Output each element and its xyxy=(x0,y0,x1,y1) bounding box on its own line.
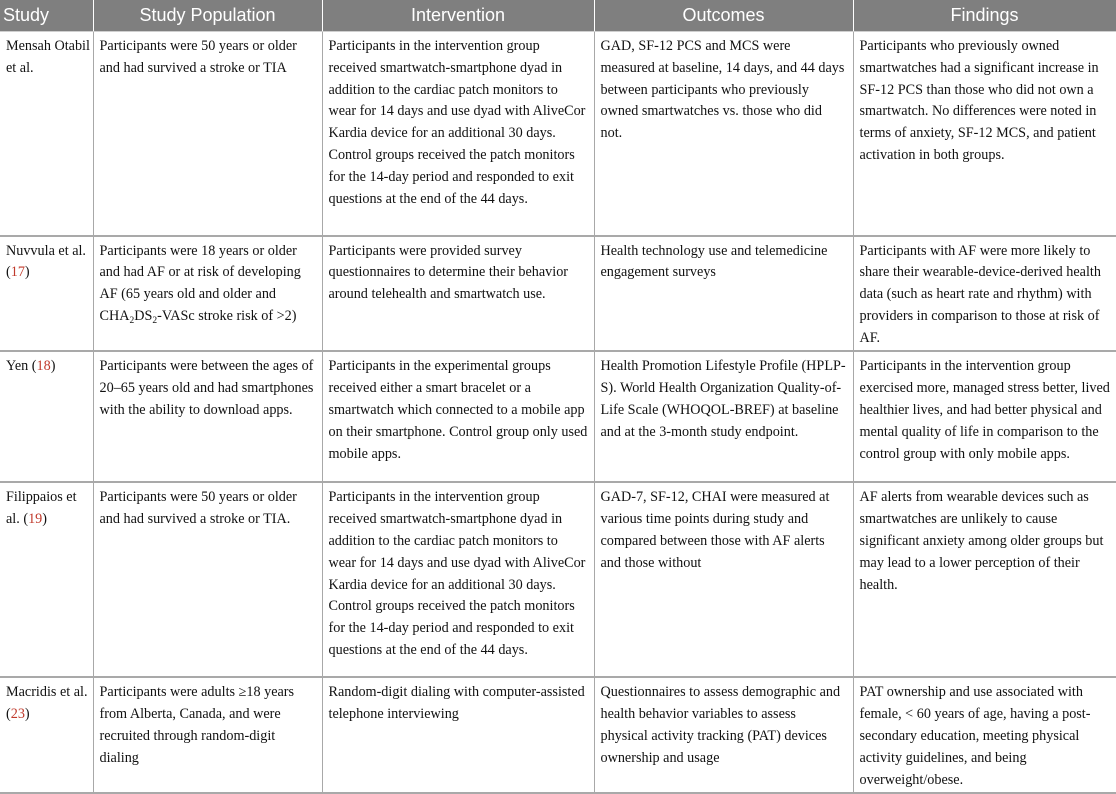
cell-intervention: Random-digit dialing with computer-assisted telephone interviewing xyxy=(322,677,594,793)
cell-intervention: Participants were provided survey questionnaires to determine their behavior around telehealth and smartwatch use. xyxy=(322,236,594,352)
table-row xyxy=(0,482,1116,677)
subscript: 2 xyxy=(152,315,158,326)
cell-population: Participants were 50 years or older and had survived a stroke or TIA xyxy=(93,32,322,236)
header-outcomes: Outcomes xyxy=(594,0,853,32)
study-name: Nuvvula et al. xyxy=(6,242,86,259)
table-row xyxy=(0,677,1116,793)
cell-findings: Participants with AF were more likely to share their wearable-device-derived health data (such as heart rate and rhythm) with providers in comparison to those at risk of AF. xyxy=(853,236,1116,352)
table-row xyxy=(0,351,1116,482)
cell-study: Macridis et al. (23) xyxy=(0,677,93,793)
study-name: Macridis et al. xyxy=(6,684,88,701)
reference-link[interactable]: 18 xyxy=(36,358,51,375)
cell-population: Participants were 50 years or older and had survived a stroke or TIA. xyxy=(93,482,322,677)
study-name: Filippaios et al. xyxy=(6,489,77,528)
population-text: Participants were 18 years or older and had AF or at risk of developing AF (65 years old and older and CHA xyxy=(99,242,301,324)
population-text: -VASc stroke risk of >2) xyxy=(157,307,297,324)
cell-intervention: Participants in the intervention group received smartwatch-smartphone dyad in addition to the cardiac patch monitors to wear for 14 days and use dyad with AliveCor Kardia device for an additional 30 days. Control groups received the patch monitors for the 14-day period and responded to exit questions at the end of the 44 days. xyxy=(322,32,594,236)
population-text: DS xyxy=(134,307,153,324)
table-row xyxy=(0,32,1116,236)
cell-study: Yen (18) xyxy=(0,351,93,482)
cell-findings: Participants in the intervention group exercised more, managed stress better, lived healthier lives, and had better physical and mental quality of life in comparison to the control group with only mobile apps. xyxy=(853,351,1116,482)
study-name: Yen xyxy=(6,358,29,375)
cell-intervention: Participants in the intervention group received smartwatch-smartphone dyad in addition to the cardiac patch monitors to wear for 14 days and use dyad with AliveCor Kardia device for an additional 30 days. Control groups received the patch monitors for the 14-day period and responded to exit questions at the end of the 44 days. xyxy=(322,482,594,677)
cell-study: Mensah Otabil et al. xyxy=(0,32,93,236)
cell-outcomes: GAD, SF-12 PCS and MCS were measured at baseline, 14 days, and 44 days between participants who previously owned smartwatches vs. those who did not. xyxy=(594,32,853,236)
header-study-population: Study Population xyxy=(93,0,322,32)
reference-link[interactable]: 23 xyxy=(10,706,25,723)
cell-findings: Participants who previously owned smartwatches had a significant increase in SF-12 PCS than those who did not own a smartwatch. No differences were noted in terms of anxiety, SF-12 MCS, and patient activation in both groups. xyxy=(853,32,1116,236)
cell-findings: AF alerts from wearable devices such as smartwatches are unlikely to cause significant anxiety among older groups but may lead to a lower perception of their health. xyxy=(853,482,1116,677)
cell-findings: PAT ownership and use associated with female, < 60 years of age, having a post-secondary education, meeting physical activity guidelines, and being overweight/obese. xyxy=(853,677,1116,793)
cell-population xyxy=(93,236,322,352)
cell-study: Nuvvula et al. (17) xyxy=(0,236,93,352)
cell-study: Filippaios et al. (19) xyxy=(0,482,93,677)
header-findings: Findings xyxy=(853,0,1116,32)
cell-outcomes: Health Promotion Lifestyle Profile (HPLP-S). World Health Organization Quality-of-Life Scale (WHOQOL-BREF) at baseline and at the 3-month study endpoint. xyxy=(594,351,853,482)
subscript: 2 xyxy=(129,315,135,326)
cell-outcomes: GAD-7, SF-12, CHAI were measured at various time points during study and compared between those with AF alerts and those without xyxy=(594,482,853,677)
header-study: Study xyxy=(0,0,93,32)
reference-link[interactable]: 19 xyxy=(28,511,43,528)
cell-outcomes: Questionnaires to assess demographic and health behavior variables to assess physical activity tracking (PAT) devices ownership and usage xyxy=(594,677,853,793)
cell-population: Participants were adults ≥18 years from Alberta, Canada, and were recruited through random-digit dialing xyxy=(93,677,322,793)
reference-link[interactable]: 17 xyxy=(10,264,25,281)
table-row xyxy=(0,236,1116,352)
header-row xyxy=(0,0,1116,32)
cell-population: Participants were between the ages of 20–65 years old and had smartphones with the ability to download apps. xyxy=(93,351,322,482)
cell-outcomes: Health technology use and telemedicine engagement surveys xyxy=(594,236,853,352)
cell-intervention: Participants in the experimental groups received either a smart bracelet or a smartwatch which connected to a mobile app on their smartphone. Control group only used mobile apps. xyxy=(322,351,594,482)
header-intervention: Intervention xyxy=(322,0,594,32)
